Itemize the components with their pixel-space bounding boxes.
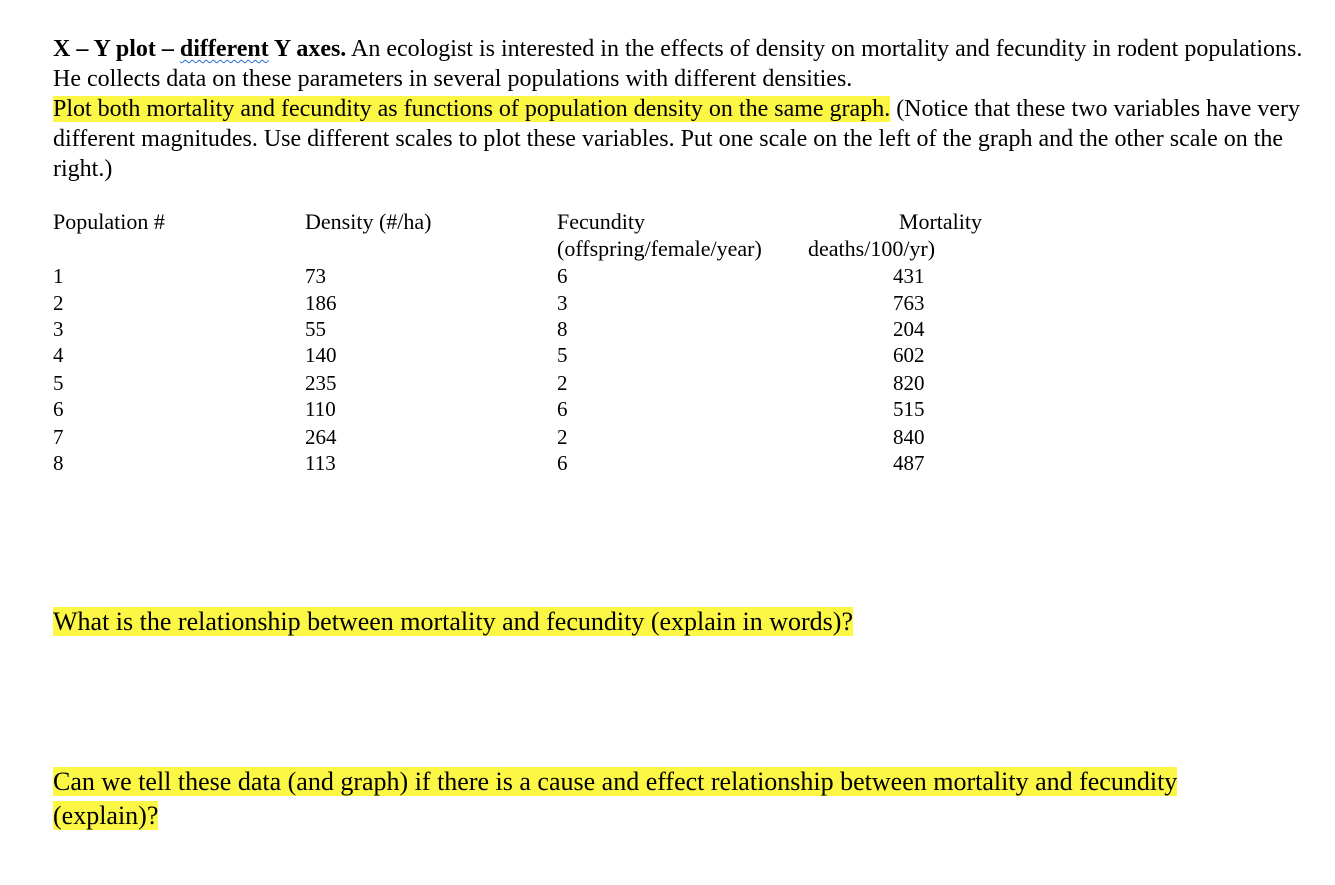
cell-population: 2 xyxy=(53,291,64,315)
header-fecundity xyxy=(557,208,762,262)
header-fecundity-line1: Fecundity xyxy=(557,209,645,234)
cell-density: 186 xyxy=(305,291,337,315)
cell-fecundity: 2 xyxy=(557,371,568,395)
cell-population: 4 xyxy=(53,343,64,367)
title-bold: X – Y plot – xyxy=(53,36,180,62)
cell-population: 6 xyxy=(53,397,64,421)
cell-mortality: 431 xyxy=(893,264,925,288)
title-bold-tail: Y axes. xyxy=(268,36,347,62)
cell-density: 235 xyxy=(305,371,337,395)
header-density: Density (#/ha) xyxy=(305,209,432,234)
cell-density: 113 xyxy=(305,451,336,475)
question-1 xyxy=(53,605,853,639)
cell-density: 264 xyxy=(305,425,337,449)
cell-fecundity: 6 xyxy=(557,264,568,288)
cell-density: 110 xyxy=(305,397,336,421)
cell-mortality: 602 xyxy=(893,343,925,367)
instruction-note: (Notice that these two variables have very different magnitudes. Use different scales to plot these variables. Put one scale on the left of the graph and the other scale on the right.) xyxy=(53,96,1301,182)
question-1-text: What is the relationship between mortality and fecundity (explain in words)? xyxy=(53,607,853,636)
cell-density: 140 xyxy=(305,343,337,367)
instruction-paragraph xyxy=(53,94,1313,184)
cell-fecundity: 5 xyxy=(557,343,568,367)
cell-density: 55 xyxy=(305,317,326,341)
cell-population: 8 xyxy=(53,451,64,475)
cell-mortality: 820 xyxy=(893,371,925,395)
header-mortality xyxy=(800,208,982,262)
question-2 xyxy=(53,765,1283,833)
header-population: Population # xyxy=(53,209,165,234)
header-mortality-line1: Mortality xyxy=(898,209,982,234)
cell-fecundity: 2 xyxy=(557,425,568,449)
cell-fecundity: 3 xyxy=(557,291,568,315)
cell-fecundity: 8 xyxy=(557,317,568,341)
cell-density: 73 xyxy=(305,264,326,288)
cell-mortality: 840 xyxy=(893,425,925,449)
cell-mortality: 204 xyxy=(893,317,925,341)
intro-text: An ecologist is interested in the effects of density on mortality and fecundity in rodent populations. He collects data on these parameters in several populations with different densities. xyxy=(53,36,1303,92)
cell-mortality: 487 xyxy=(893,451,925,475)
cell-mortality: 515 xyxy=(893,397,925,421)
cell-population: 1 xyxy=(53,264,64,288)
title-squiggle: different xyxy=(179,36,269,62)
cell-population: 7 xyxy=(53,425,64,449)
cell-fecundity: 6 xyxy=(557,451,568,475)
header-mortality-line2: deaths/100/yr) xyxy=(808,236,936,261)
cell-population: 5 xyxy=(53,371,64,395)
question-2-text: Can we tell these data (and graph) if there is a cause and effect relationship between mortality and fecundity (explain)? xyxy=(53,767,1178,830)
cell-population: 3 xyxy=(53,317,64,341)
cell-mortality: 763 xyxy=(893,291,925,315)
header-fecundity-line2: (offspring/female/year) xyxy=(557,236,762,261)
instruction-highlight: Plot both mortality and fecundity as functions of population density on the same graph. xyxy=(53,96,891,122)
intro-paragraph xyxy=(53,34,1313,94)
cell-fecundity: 6 xyxy=(557,397,568,421)
